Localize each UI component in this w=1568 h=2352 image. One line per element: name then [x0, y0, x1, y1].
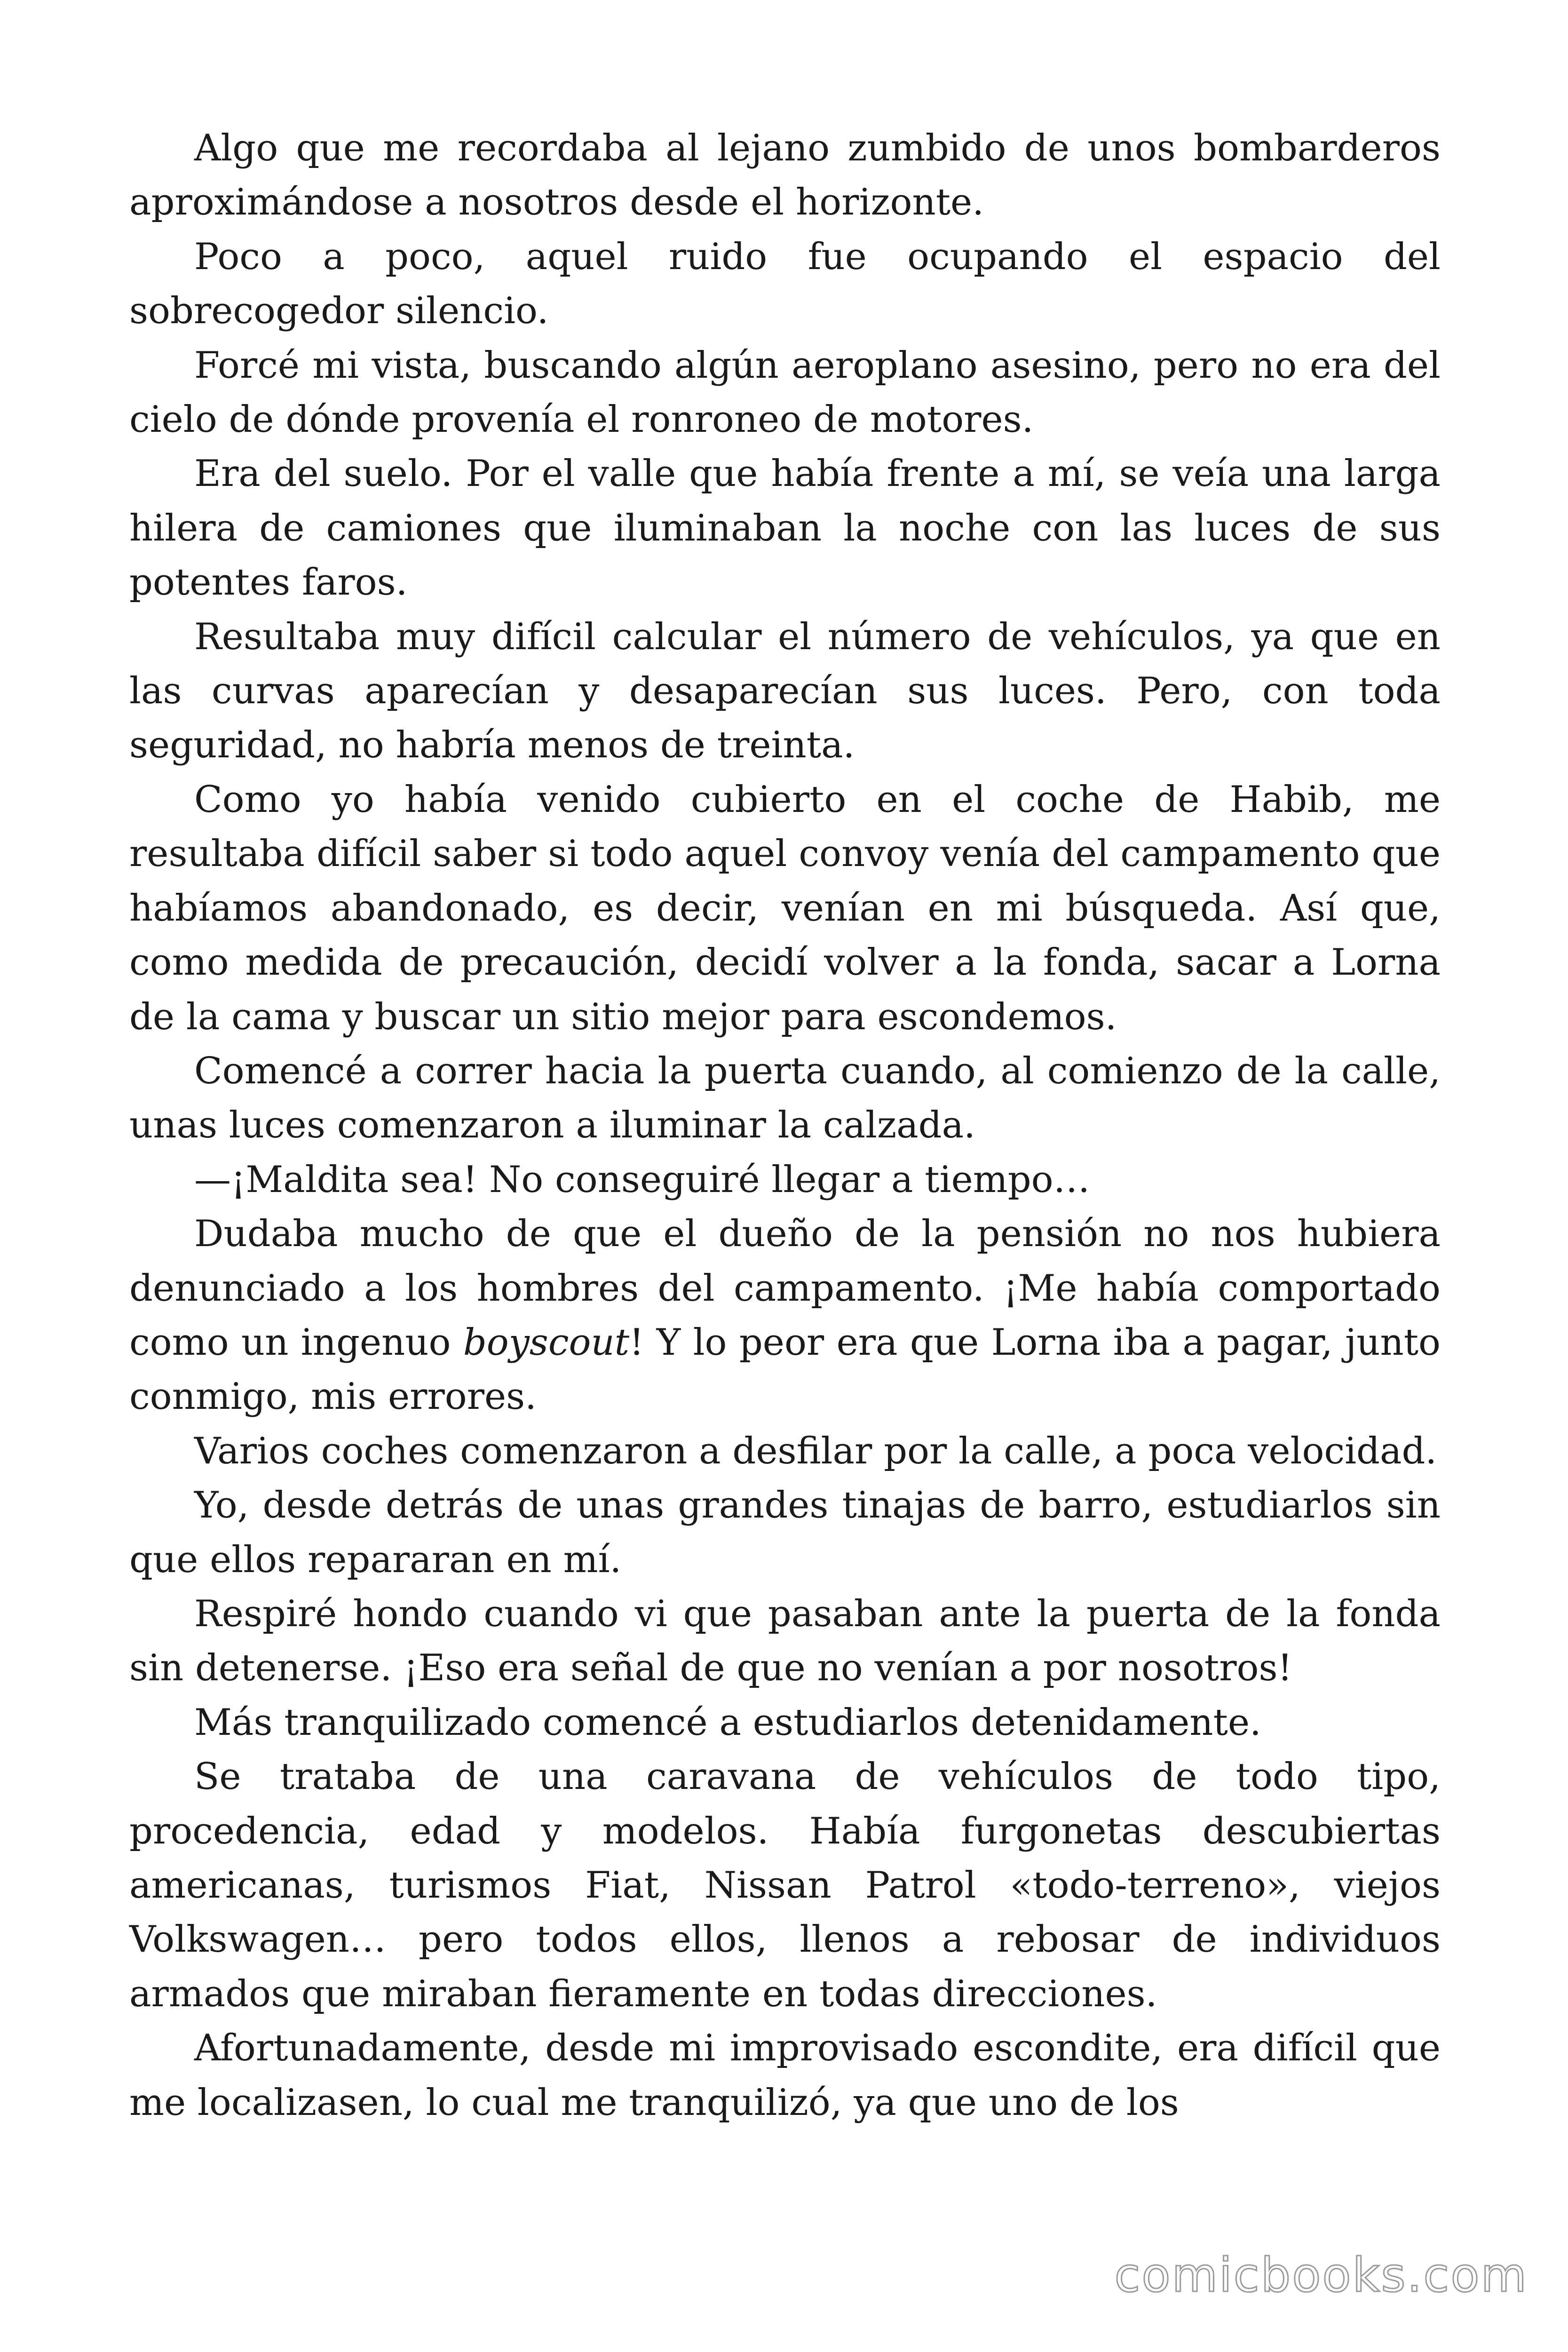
- text-run: Dudaba mucho de que el dueño de la pensión no nos hubiera denunciado a los hombres del campamento. ¡Me había comportado como un ingenuo: [129, 1213, 1441, 1364]
- paragraph-continued: Afortunadamente, desde mi improvisado escondite, era difícil que me localizasen, lo cual me tranquilizó, ya que uno de los: [129, 2027, 1441, 2124]
- paragraph: Varios coches comenzaron a desfilar por la calle, a poca velocidad.: [194, 1430, 1437, 1472]
- paragraph: Más tranquilizado comencé a estudiarlos detenidamente.: [194, 1701, 1261, 1744]
- watermark: comicbooks.com: [1114, 2248, 1528, 2303]
- paragraph: Comencé a correr hacia la puerta cuando, al comienzo de la calle, unas luces comenzaron a iluminar la calzada.: [129, 1049, 1441, 1147]
- dialogue-line: —¡Maldita sea! No conseguiré llegar a tiempo…: [194, 1158, 1090, 1201]
- paragraph: Resultaba muy difícil calcular el número de vehículos, ya que en las curvas aparecían y desaparecían sus luces. Pero, con toda seguridad, no habría menos de treinta.: [129, 615, 1441, 767]
- paragraph: Algo que me recordaba al lejano zumbido de unos bombarderos aproximándose a nosotros desde el horizonte.: [129, 127, 1441, 224]
- paragraph: Yo, desde detrás de unas grandes tinajas de barro, estudiarlos sin que ellos repararan en mí.: [129, 1484, 1441, 1581]
- paragraph: Poco a poco, aquel ruido fue ocupando el espacio del sobrecogedor silencio.: [129, 235, 1441, 333]
- paragraph-with-italic: [129, 1207, 1441, 1424]
- book-page-body: [129, 121, 1441, 2130]
- paragraph: Forcé mi vista, buscando algún aeroplano asesino, pero no era del cielo de dónde provenía el ronroneo de motores.: [129, 344, 1441, 441]
- paragraph: Como yo había venido cubierto en el coche de Habib, me resultaba difícil saber si todo aquel convoy venía del campamento que habíamos abandonado, es decir, venían en mi búsqueda. Así que, como medida de precaución, decidí volver a la fonda, sacar a Lorna de la cama y buscar un sitio mejor para escondemos.: [129, 778, 1441, 1038]
- paragraph: Se trataba de una caravana de vehículos de todo tipo, procedencia, edad y modelos. Había furgonetas descubiertas americanas, turismos Fiat, Nissan Patrol «todo-terreno», viejos Volkswagen… pero todos ellos, llenos a rebosar de individuos armados que miraban fieramente en todas direcciones.: [129, 1756, 1441, 2015]
- paragraph: Era del suelo. Por el valle que había frente a mí, se veía una larga hilera de camiones que iluminaban la noche con las luces de sus potentes faros.: [129, 453, 1441, 604]
- paragraph: Respiré hondo cuando vi que pasaban ante la puerta de la fonda sin detenerse. ¡Eso era señal de que no venían a por nosotros!: [129, 1592, 1441, 1690]
- text-run: ! Y lo peor era que Lorna iba a pagar, junto conmigo, mis errores.: [129, 1321, 1441, 1418]
- italic-word: boyscout: [463, 1321, 630, 1364]
